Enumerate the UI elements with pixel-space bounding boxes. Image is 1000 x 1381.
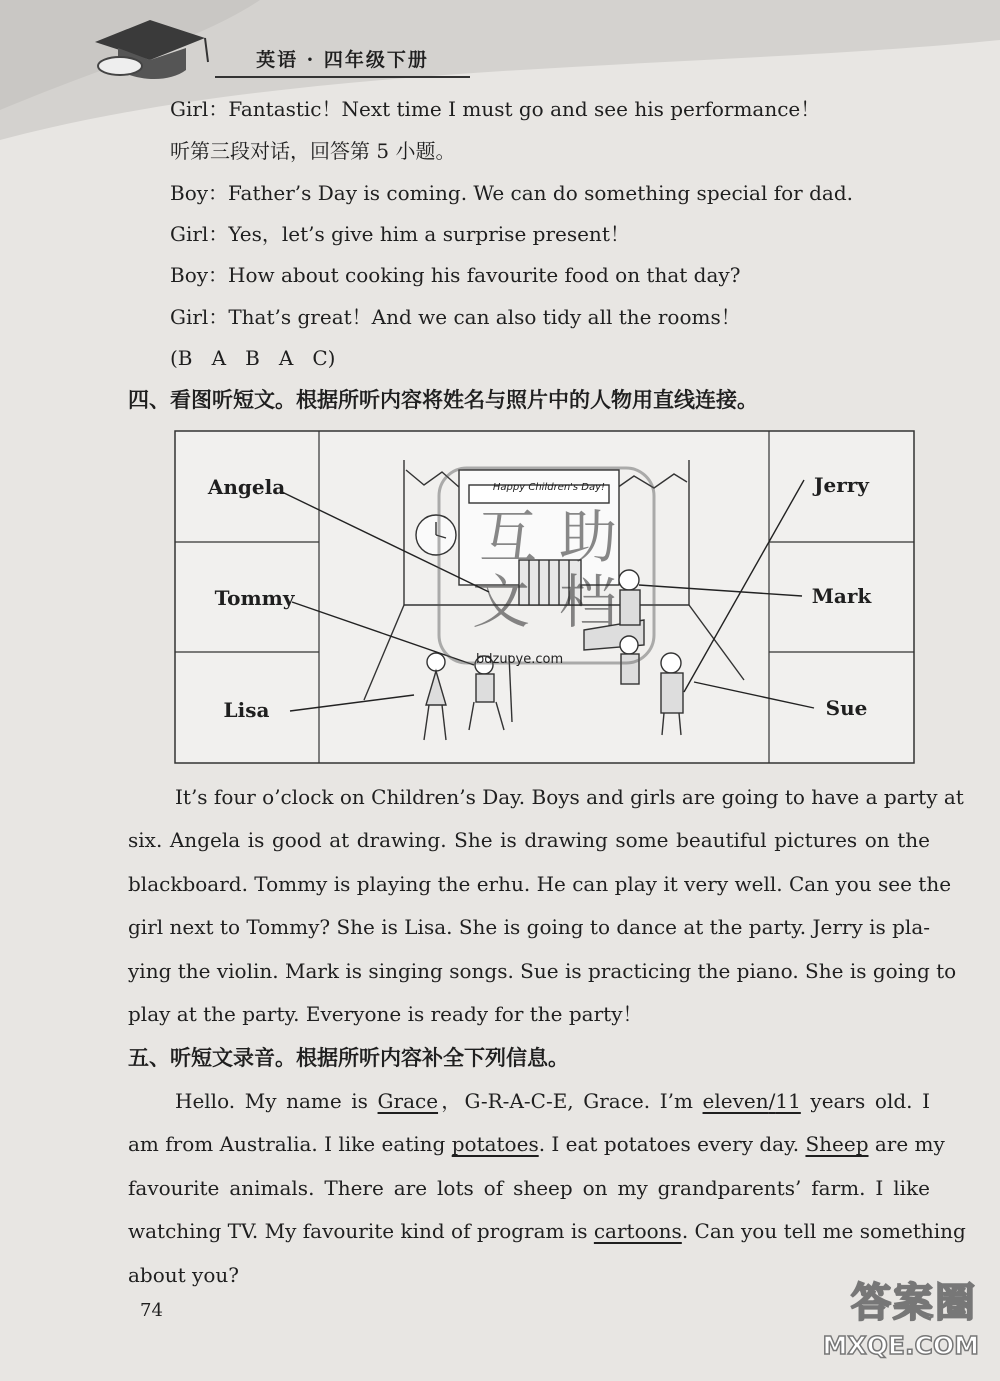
answer-sheep: Sheep <box>805 1132 869 1156</box>
answer-key: (B A B A C) <box>170 346 336 370</box>
dialogue-line: Boy：How about cooking his favourite food on that day? <box>170 263 741 287</box>
section4-heading: 四、看图听短文。根据所听内容将姓名与照片中的人物用直线连接。 <box>128 387 758 412</box>
matching-figure <box>174 430 915 764</box>
passage-line: girl next to Tommy? She is Lisa. She is going to dance at the party. Jerry is pla- <box>128 915 931 939</box>
passage-line: It’s four o’clock on Children’s Day. Boys and girls are going to have a party at <box>175 785 964 809</box>
banner-text: Happy Children's Day! <box>492 482 606 493</box>
text-run: am from Australia. I like eating <box>128 1132 452 1156</box>
passage-line: six. Angela is good at drawing. She is drawing some beautiful pictures on the <box>128 828 930 852</box>
page-number: 74 <box>140 1300 163 1321</box>
name-label-lisa: Lisa <box>223 698 270 722</box>
answer-potatoes: potatoes <box>451 1132 539 1156</box>
dialogue-line: Girl：Fantastic！Next time I must go and see his performance！ <box>170 97 821 121</box>
text-run: . Can you tell me something <box>681 1219 966 1243</box>
watermark-site: MXQE.COM <box>822 1331 979 1360</box>
passage-line: play at the party. Everyone is ready for the party！ <box>128 1002 643 1026</box>
answer-eleven: eleven <box>702 1089 769 1113</box>
answer-11: 11 <box>775 1089 801 1113</box>
stamp-char: 助 <box>559 503 618 571</box>
section5-line-3: favourite animals. There are lots of sheep on my grandparents’ farm. I like <box>128 1176 930 1200</box>
dialogue-line: Girl：Yes，let’s give him a surprise present！ <box>170 222 630 246</box>
stamp-url: bdzuoye.com <box>476 652 564 667</box>
watermark-mark: 答案圈 <box>851 1280 977 1326</box>
section5-line-4 <box>128 1218 966 1244</box>
name-label-angela: Angela <box>207 475 286 499</box>
name-label-jerry: Jerry <box>814 473 869 497</box>
dialogue-line: 听第三段对话，回答第 5 小题。 <box>170 139 456 163</box>
answer-cartoons: cartoons <box>593 1219 682 1243</box>
passage-line: blackboard. Tommy is playing the erhu. He can play it very well. Can you see the <box>128 872 952 896</box>
name-label-sue: Sue <box>825 696 868 720</box>
dialogue-line: Boy：Father’s Day is coming. We can do something special for dad. <box>170 181 853 205</box>
text-run: watching TV. My favourite kind of program is <box>128 1219 594 1243</box>
text-run: years old. I <box>800 1089 930 1113</box>
section5-line-5: about you? <box>128 1263 239 1287</box>
name-label-tommy: Tommy <box>214 586 295 610</box>
stamp-char: 档 <box>559 568 618 636</box>
section5-heading: 五、听短文录音。根据所听内容补全下列信息。 <box>128 1045 569 1070</box>
stamp-char: 互 <box>479 503 538 571</box>
stamp-char: 文 <box>472 568 531 636</box>
section5-line-2 <box>128 1131 945 1157</box>
text-run: . I eat potatoes every day. <box>538 1132 806 1156</box>
header-title: 英语 · 四年级下册 <box>215 46 470 78</box>
section5-line-1 <box>175 1088 930 1114</box>
name-label-mark: Mark <box>811 584 872 608</box>
text-run: ，G-R-A-C-E, Grace. I’m <box>438 1089 703 1113</box>
text-run: / <box>768 1089 776 1113</box>
text-run: are my <box>868 1132 945 1156</box>
passage-line: ying the violin. Mark is singing songs. Sue is practicing the piano. She is going to <box>128 959 957 983</box>
corner-watermark <box>815 1263 985 1373</box>
dialogue-line: Girl：That’s great！And we can also tidy all the rooms！ <box>170 305 741 329</box>
text-run: Hello. My name is <box>175 1089 378 1113</box>
answer-grace: Grace <box>377 1089 439 1113</box>
